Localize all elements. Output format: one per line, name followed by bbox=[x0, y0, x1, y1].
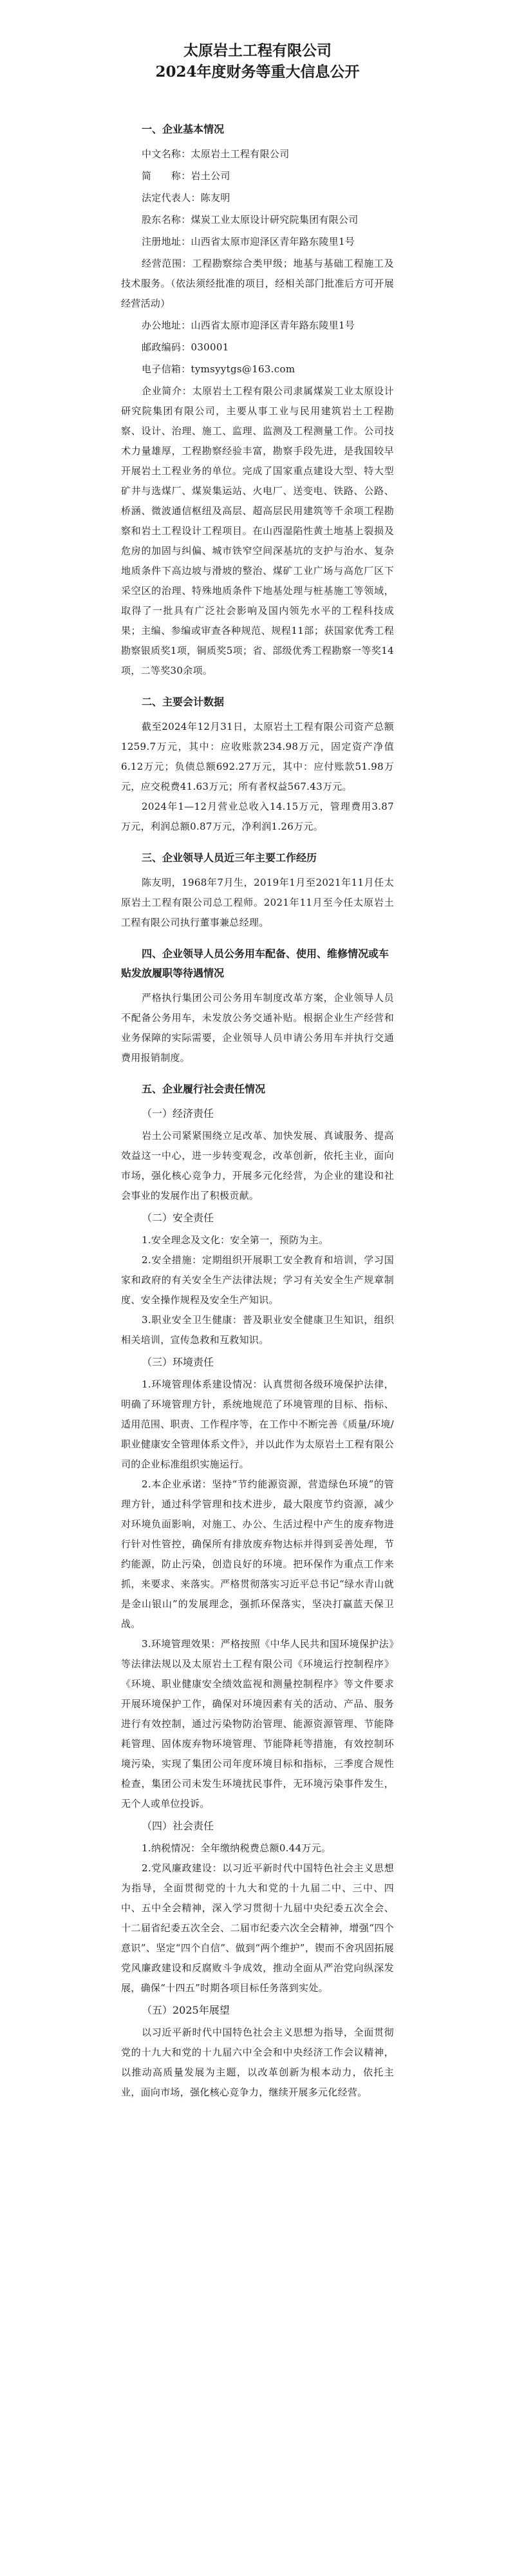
field-shareholder: 股东名称：煤炭工业太原设计研究院集团有限公司 bbox=[142, 214, 359, 225]
paragraph-environment-1: 1.环境管理体系建设情况：认真贯彻各级环境保护法律，明确了环境管理方针，系统地规范了环境管理的目标、指标、适用范围、职责、工作程序等，在工作中不断完善《质量/环境/职业健康安全管理体系文件》，并以此作为太原岩土工程有限公司的企业标准组织实施运行。 bbox=[121, 1379, 394, 1470]
paragraph-environment-2: 2.本企业承诺：坚持“节约能源资源，营造绿色环境”的管理方针，通过科学管理和技术进步，最大限度节约资源，减少对环境负面影响，对施工、办公、生活过程中产生的废弃物进行针对性管控，确保所有排放废弃物达标并得到妥善处理，节约能源，防止污染，创造良好的环境。把环保作为重点工作来抓，来要求、来落实。严格贯彻落实习近平总书记“绿水青山就是金山银山”的发展理念，强抓环保落实，坚决打赢蓝天保卫战。 bbox=[121, 1478, 394, 1630]
paragraph-official-vehicles: 严格执行集团公司公务用车制度改革方案，企业领导人员不配备公务用车，未发放公务交通补贴。根据企业生产经营和业务保障的实际需要，企业领导人员申请公务用车并执行交通费用报销制度。 bbox=[121, 992, 394, 1064]
field-company-profile: 企业简介：太原岩土工程有限公司隶属煤炭工业太原设计研究院集团有限公司，主要从事工业与民用建筑岩土工程勘察、设计、治理、施工、监理、监测及工程测量工作。公司技术力量雄厚，工程勘察经验丰富，勘察手段先进，是我国较早开展岩土工程业务的单位。完成了国家重点建设大型、特大型矿井与选煤厂、煤炭集运站、火电厂、送变电、铁路、公路、桥涵、微波通信枢纽及高层、超高层民用建筑等千余项工程勘察和岩土工程设计工程项目。在山西湿陷性黄土地基上裂损及危房的加固与纠偏、城市铁窄空间深基坑的支护与治水、复杂地质条件下高边坡与滑坡的整治、煤矿工业广场与高危厂区下采空区的治理、特殊地质条件下地基处理与桩基施工等领域，取得了一批具有广泛社会影响及国内领先水平的工程科技成果；主编、参编或审查各种规范、规程11部；获国家优秀工程勘察银质奖1项，铜质奖5项；省、部级优秀工程勘察一等奖14项，二等奖30余项。 bbox=[121, 385, 394, 676]
field-postal-code: 邮政编码：030001 bbox=[142, 341, 229, 353]
paragraph-social-1: 1.纳税情况：全年缴纳税费总额0.44万元。 bbox=[142, 1842, 332, 1854]
subsection-heading-social: （四）社会责任 bbox=[142, 1820, 214, 1832]
paragraph-safety-2: 2.安全措施：定期组织开展职工安全教育和培训，学习国家和政府的有关安全生产法律法规；学习有关安全生产规章制度、安全操作规程及安全生产知识。 bbox=[121, 1254, 394, 1306]
field-short-name: 简 称：岩土公司 bbox=[142, 170, 230, 182]
section-heading-social-responsibility: 五、企业履行社会责任情况 bbox=[142, 1083, 266, 1095]
subsection-heading-safety: （二）安全责任 bbox=[142, 1212, 214, 1224]
paragraph-leader-experience: 陈友明，1968年7月生，2019年1月至2021年11月任太原岩土工程有限公司总工程师。2021年11月至今任太原岩土工程有限公司执行董事兼总经理。 bbox=[121, 877, 394, 928]
paragraph-income: 2024年1—12月营业总收入14.15万元，管理费用3.87万元，利润总额0.87万元，净利润1.26万元。 bbox=[121, 801, 394, 832]
paragraph-social-2: 2.党风廉政建设：以习近平新时代中国特色社会主义思想为指导，全面贯彻党的十九大和党的十九届二中、三中、四中、五中全会精神，深入学习贯彻十九届中央纪委五次全会、十二届省纪委五次全会、二届市纪委六次全会精神，增强“四个意识”、坚定“四个自信”、做到“两个维护”，锲而不舍巩固拓展党风廉政建设和反腐败斗争成效，推动全面从严治党向纵深发展，确保“十四五”时期各项目标任务落到实处。 bbox=[121, 1862, 394, 1994]
document-title-company: 太原岩土工程有限公司 bbox=[183, 42, 332, 59]
paragraph-economic: 岩土公司紧紧围绕立足改革、加快发展、真诚服务、提高效益这一中心，进一步转变观念，改革创新，依托主业，面向市场，强化核心竞争力，开展多元化经营，为企业的建设和社会事业的发展作出了积极贡献。 bbox=[121, 1130, 394, 1201]
field-business-scope: 经营范围：工程勘察综合类甲级；地基与基础工程施工及技术服务。（依法须经批准的项目，经相关部门批准后方可开展经营活动） bbox=[121, 258, 394, 309]
subsection-heading-outlook: （五）2025年展望 bbox=[142, 2004, 230, 2016]
field-chinese-name: 中文名称：太原岩土工程有限公司 bbox=[142, 148, 290, 160]
subsection-heading-economic: （一）经济责任 bbox=[142, 1107, 214, 1120]
paragraph-outlook: 以习近平新时代中国特色社会主义思想为指导，全面贯彻党的十九大和党的十九届六中全会和中央经济工作会议精神，以推动高质量发展为主题，以改革创新为根本动力，依托主业，面向市场，强化核心竞争力，继续开展多元化经营。 bbox=[121, 2027, 394, 2098]
section-heading-official-vehicles: 四、企业领导人员公务用车配备、使用、维修情况或车贴发放履职等待遇情况 bbox=[121, 948, 389, 979]
section-heading-basic-info: 一、企业基本情况 bbox=[142, 123, 225, 135]
field-legal-representative: 法定代表人：陈友明 bbox=[142, 192, 230, 204]
paragraph-safety-3: 3.职业安全卫生健康：普及职业安全健康卫生知识，组织相关培训，宣传急救和互救知识。 bbox=[121, 1314, 394, 1346]
field-email: 电子信箱：tymsyytgs@163.com bbox=[142, 363, 295, 375]
paragraph-environment-3: 3.环境管理效果：严格按照《中华人民共和国环境保护法》等法律法规以及太原岩土工程有限公司《环境运行控制程序》《环境、职业健康安全绩效监视和测量控制程序》等文件要求开展环境保护工作，确保对环境因素有关的活动、产品、服务进行有效控制，通过污染物防治管理、能源资源管理、节能降耗管理、固体废弃物环境管理、节能降耗等措施，有效控制环境污染，实现了集团公司年度环境目标和指标，三季度合规性检查，集团公司未发生环境扰民事件，无环境污染事件发生，无个人或单位投诉。 bbox=[121, 1638, 394, 1809]
paragraph-balance-sheet: 截至2024年12月31日，太原岩土工程有限公司资产总额1259.7万元，其中：应收账款234.98万元，固定资产净值6.12万元；负债总额692.27万元，其中：应付账款51.98万元，应交税费41.63万元；所有者权益567.43万元。 bbox=[121, 721, 394, 792]
subsection-heading-environment: （三）环境责任 bbox=[142, 1356, 214, 1368]
section-heading-accounting-data: 二、主要会计数据 bbox=[142, 696, 225, 708]
section-heading-leader-experience: 三、企业领导人员近三年主要工作经历 bbox=[142, 852, 317, 864]
paragraph-safety-1: 1.安全理念及文化：安全第一，预防为主。 bbox=[142, 1234, 329, 1246]
field-registered-address: 注册地址：山西省太原市迎泽区青年路东陵里1号 bbox=[142, 236, 355, 247]
document-title-disclosure: 2024年度财务等重大信息公开 bbox=[155, 63, 360, 81]
field-office-address: 办公地址：山西省太原市迎泽区青年路东陵里1号 bbox=[142, 320, 355, 331]
